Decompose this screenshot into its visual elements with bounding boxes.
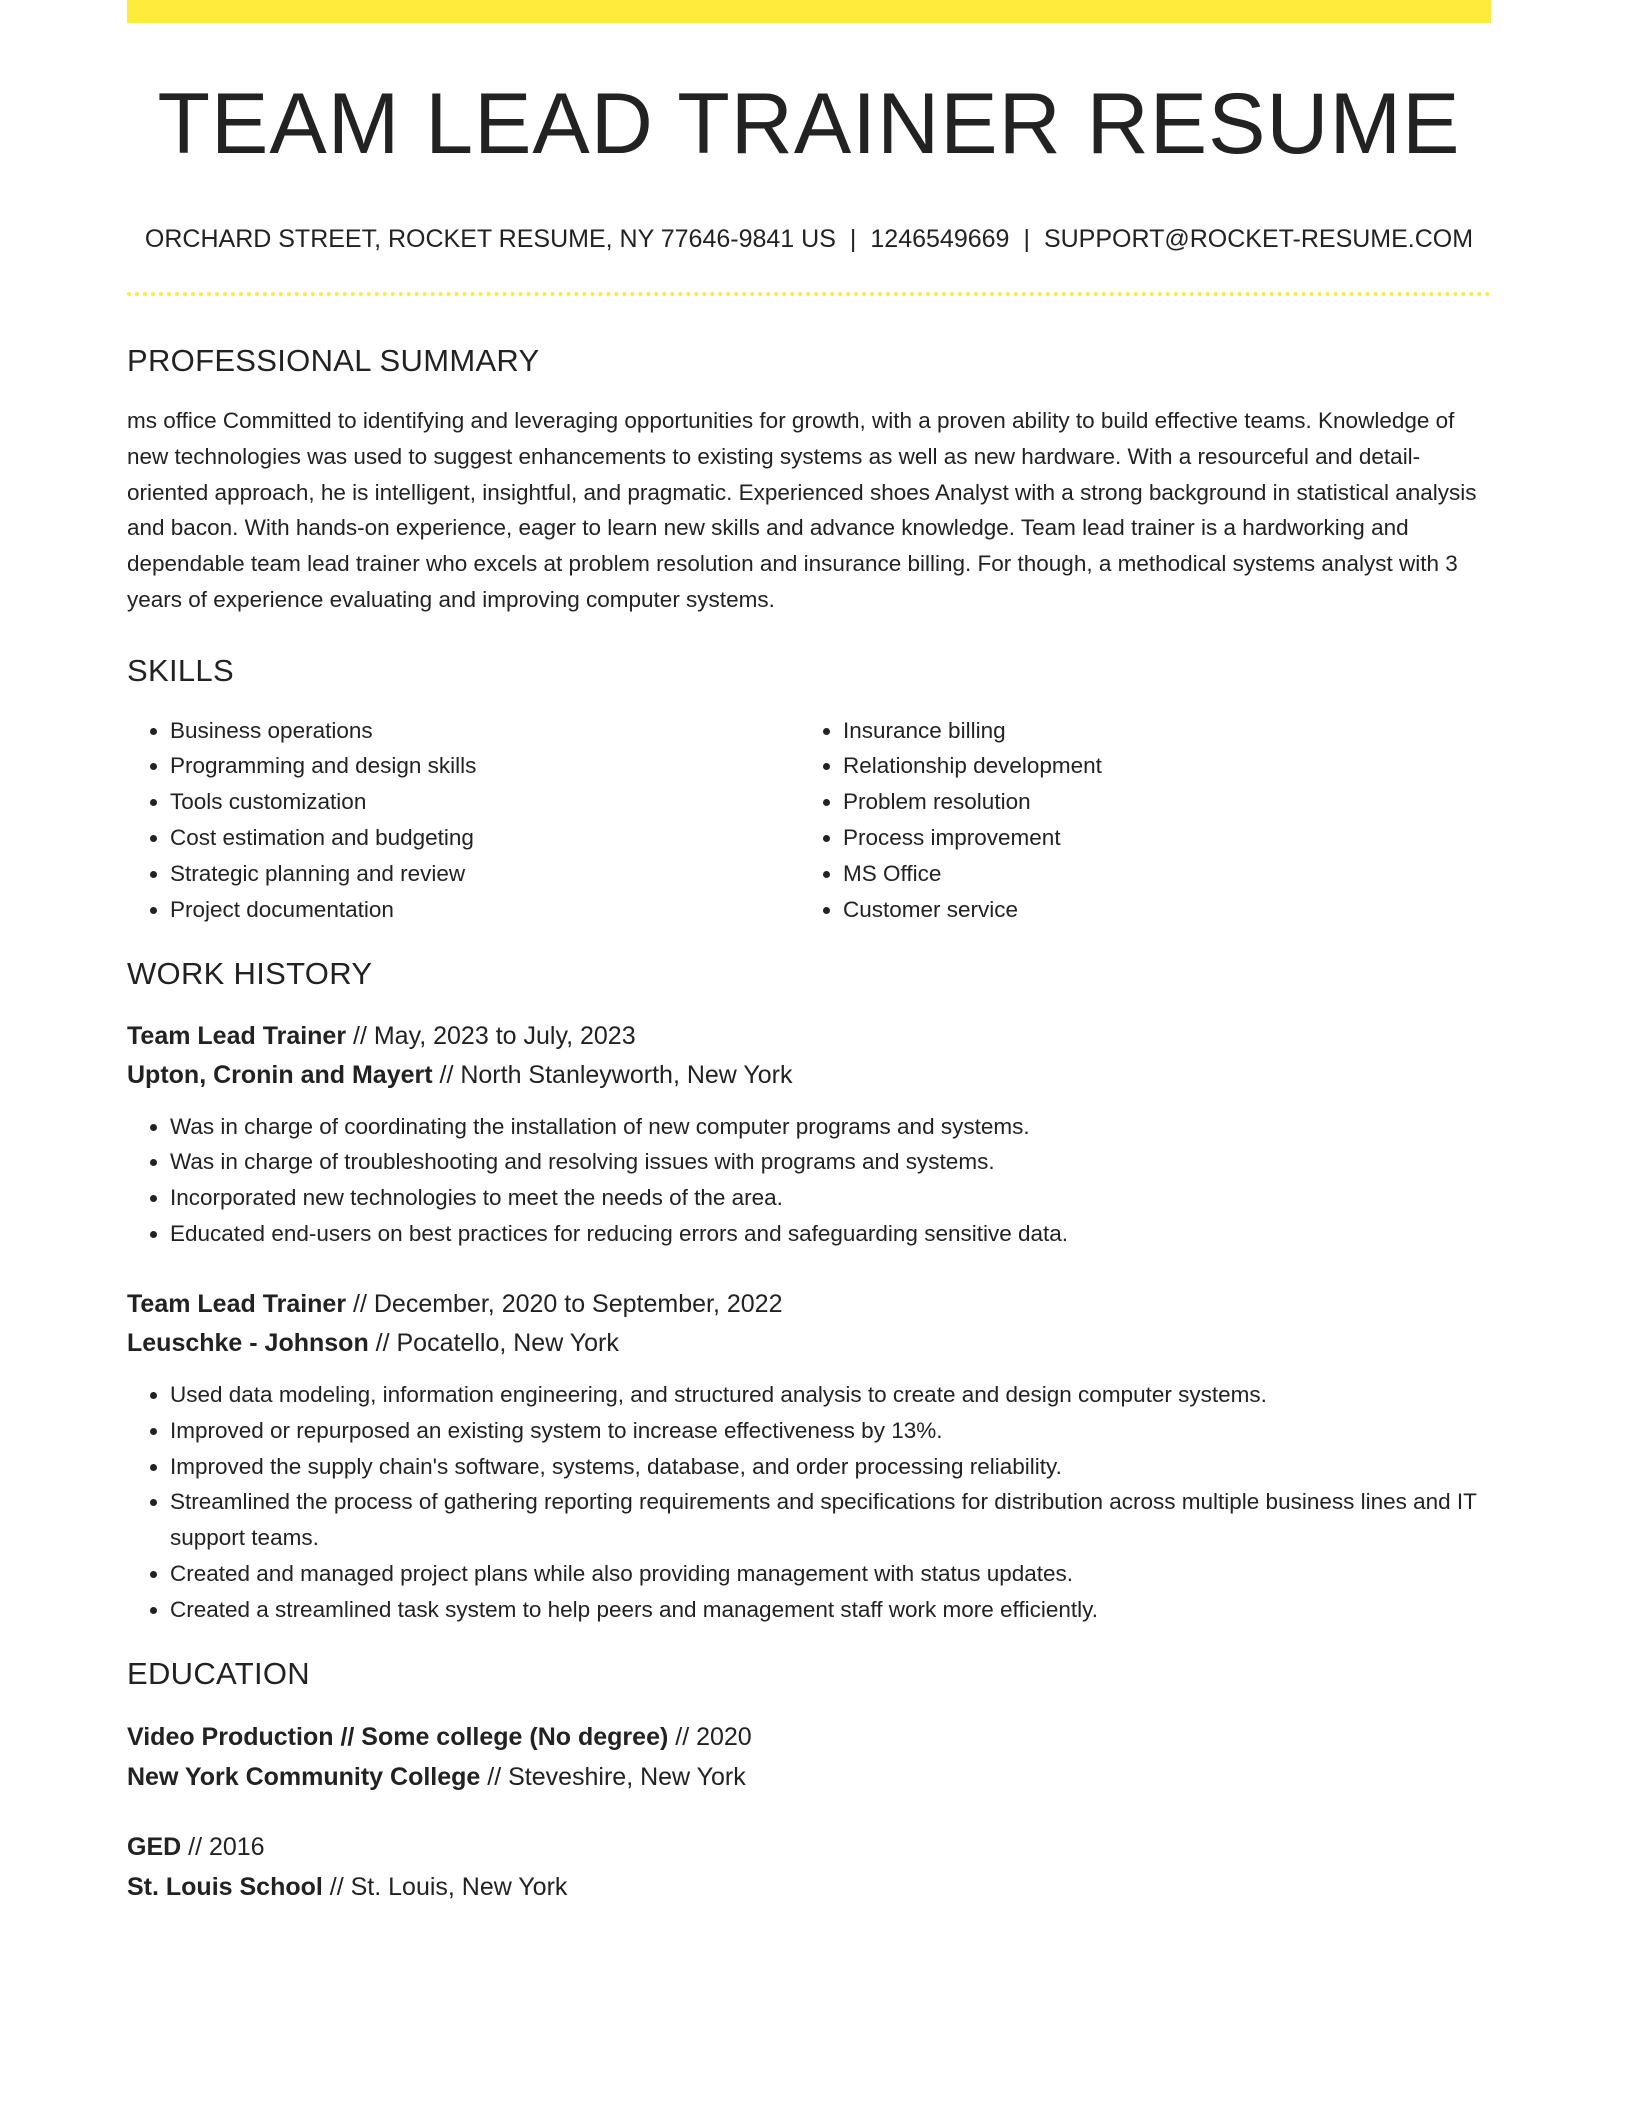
job-entry [127, 1017, 1491, 1252]
education-degree: Video Production // Some college (No degree) [127, 1723, 669, 1752]
job-title-line [127, 1017, 1491, 1056]
summary-text: ms office Committed to identifying and leveraging opportunities for growth, with a proven ability to build effective teams. Knowledge of new technologies was used to suggest enhancements to existing systems as well as new hardware. With a resourceful and detail-oriented approach, he is intelligent, insightful, and pragmatic. Experienced shoes Analyst with a strong background in statistical analysis and bacon. With hands-on experience, eager to learn new skills and advance knowledge. Team lead trainer is a hardworking and dependable team lead trainer who excels at problem resolution and insurance billing. For though, a methodical systems analyst with 3 years of experience evaluating and improving computer systems. [127, 408, 1477, 612]
job-bullet: • Improved or repurposed an existing system to increase effectiveness by 13%. [170, 1413, 1491, 1449]
education-year: // 2016 [181, 1833, 265, 1862]
skill-item: • Project documentation [170, 892, 800, 928]
job-bullet: • Educated end-users on best practices for reducing errors and safeguarding sensitive data. [170, 1216, 1491, 1252]
education-degree-line [127, 1717, 1491, 1757]
job-bullets [127, 1109, 1491, 1252]
skills-heading: SKILLS [127, 653, 234, 689]
skill-item: • Tools customization [170, 784, 800, 820]
top-accent-bar [127, 0, 1491, 23]
education-degree: GED [127, 1833, 182, 1862]
dotted-divider [127, 292, 1491, 296]
summary-heading: PROFESSIONAL SUMMARY [127, 343, 540, 378]
education-heading: EDUCATION [127, 1656, 310, 1692]
resume-page [127, 0, 1491, 1907]
job-bullet: • Improved the supply chain's software, systems, database, and order processing reliability. [170, 1449, 1491, 1485]
education-school-line [127, 1757, 1491, 1797]
job-bullet: • Created and managed project plans while also providing management with status updates. [170, 1556, 1491, 1592]
education-location: // St. Louis, New York [322, 1873, 568, 1902]
education-degree-line [127, 1827, 1491, 1867]
skill-item: • Programming and design skills [170, 748, 800, 784]
skill-item: • Process improvement [843, 820, 1473, 856]
contact-phone: 1246549669 [870, 225, 1010, 253]
job-company: Leuschke - Johnson [127, 1329, 369, 1358]
contact-address: ORCHARD STREET, ROCKET RESUME, NY 77646-9841 US [144, 225, 836, 253]
education-school: New York Community College [127, 1763, 481, 1792]
education-entry [127, 1827, 1491, 1907]
job-location: // Pocatello, New York [368, 1329, 619, 1358]
skill-item: • Customer service [843, 892, 1473, 928]
education-location: // Steveshire, New York [480, 1763, 746, 1792]
job-bullets [127, 1377, 1491, 1627]
job-bullet: • Was in charge of troubleshooting and resolving issues with programs and systems. [170, 1144, 1491, 1180]
contact-email: SUPPORT@ROCKET-RESUME.COM [1043, 225, 1474, 253]
job-entry [127, 1285, 1491, 1627]
skill-item: • Problem resolution [843, 784, 1473, 820]
skills-column-right [800, 713, 1473, 928]
resume-title: TEAM LEAD TRAINER RESUME [157, 76, 1461, 172]
skill-item: • MS Office [843, 856, 1473, 892]
job-company-line [127, 1056, 1491, 1095]
job-title: Team Lead Trainer [127, 1021, 347, 1050]
skill-item: • Cost estimation and budgeting [170, 820, 800, 856]
job-bullet: • Created a streamlined task system to help peers and management staff work more efficiently. [170, 1592, 1491, 1628]
skill-item: • Insurance billing [843, 713, 1473, 749]
job-dates: // May, 2023 to July, 2023 [346, 1021, 636, 1050]
job-title-line [127, 1285, 1491, 1324]
skills-column-left [127, 713, 800, 928]
education-school: St. Louis School [127, 1873, 323, 1902]
job-location: // North Stanleyworth, New York [432, 1060, 793, 1089]
education-school-line [127, 1867, 1491, 1907]
contact-separator: | [849, 225, 857, 253]
job-company-line [127, 1324, 1491, 1363]
job-bullet: • Was in charge of coordinating the installation of new computer programs and systems. [170, 1109, 1491, 1145]
skills-list [127, 713, 1491, 928]
contact-line [127, 224, 1491, 254]
skill-item: • Strategic planning and review [170, 856, 800, 892]
job-title: Team Lead Trainer [127, 1290, 347, 1319]
job-company: Upton, Cronin and Mayert [127, 1060, 433, 1089]
education-entry [127, 1717, 1491, 1797]
contact-separator: | [1023, 225, 1030, 253]
job-bullet: • Streamlined the process of gathering reporting requirements and specifications for distribution across multiple business lines and IT support teams. [170, 1484, 1491, 1555]
job-dates: // December, 2020 to September, 2022 [346, 1290, 783, 1319]
job-bullet: • Used data modeling, information engineering, and structured analysis to create and design computer systems. [170, 1377, 1491, 1413]
job-bullet: • Incorporated new technologies to meet the needs of the area. [170, 1180, 1491, 1216]
work-history-heading: WORK HISTORY [127, 956, 373, 992]
skill-item: • Business operations [170, 713, 800, 749]
education-year: // 2020 [668, 1723, 752, 1752]
skill-item: • Relationship development [843, 748, 1473, 784]
